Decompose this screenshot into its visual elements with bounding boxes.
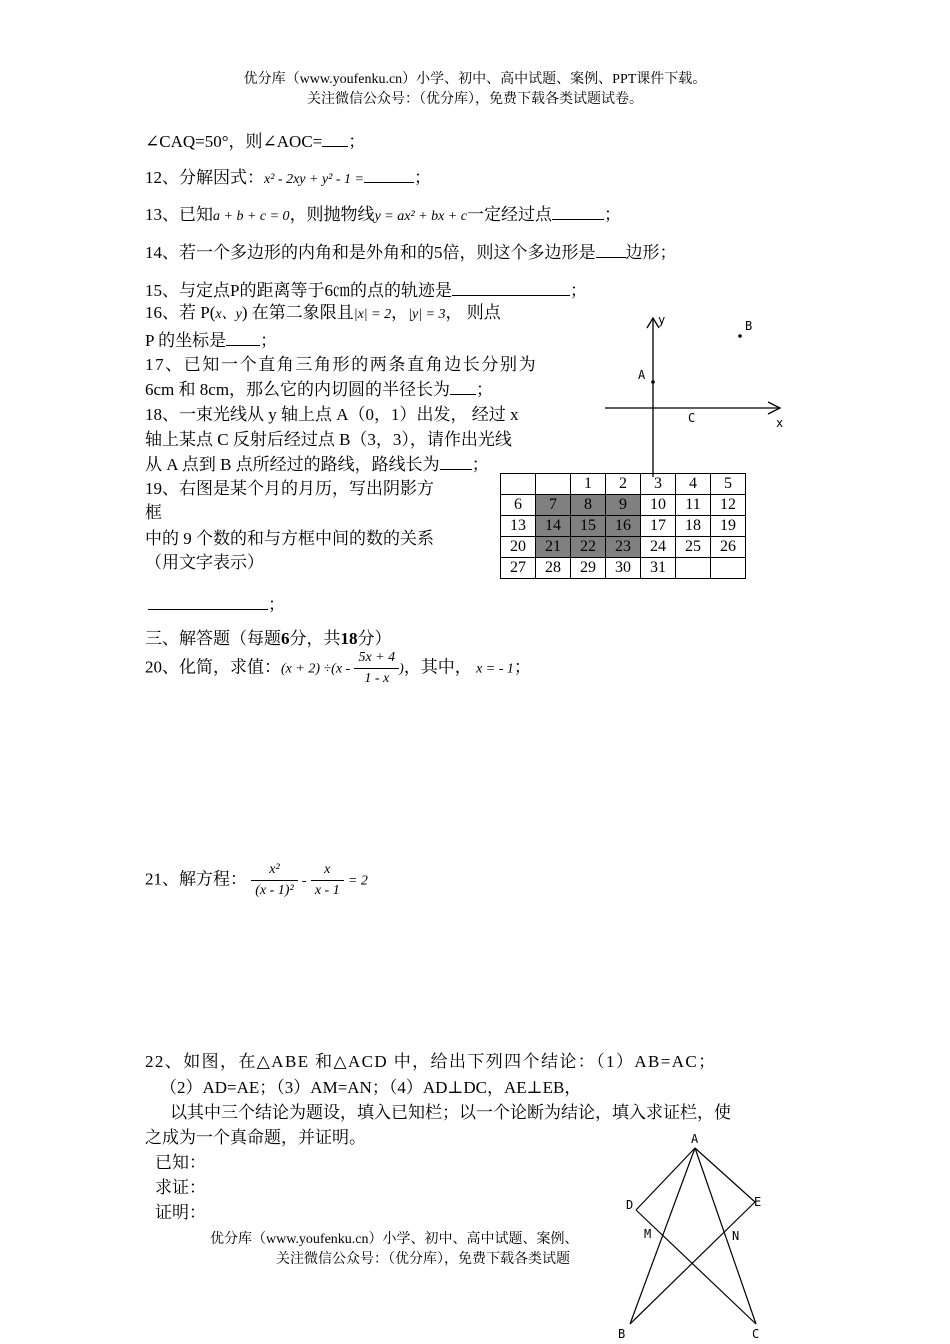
answer-blank[interactable] — [452, 278, 570, 296]
calendar-cell: 24 — [641, 537, 676, 558]
q20-fraction: $\frac{5x + 4}{1 - x}$ — [354, 650, 399, 687]
calendar-cell: 5 — [711, 474, 746, 495]
question-18-line-1: 18、一束光线从 y 轴上点 A（0，1）出发， 经过 x — [145, 405, 519, 424]
calendar-cell: 9 — [606, 495, 641, 516]
calendar-cell: 21 — [536, 537, 571, 558]
answer-blank[interactable] — [596, 240, 626, 258]
calendar-cell: 23 — [606, 537, 641, 558]
calendar-row — [501, 558, 746, 579]
calendar-cell: 14 — [536, 516, 571, 537]
proof-label: 证明： — [155, 1203, 206, 1222]
x-axis-label: x — [776, 416, 784, 430]
question-19-line-4: （用文字表示） — [145, 553, 264, 572]
answer-blank[interactable] — [552, 202, 604, 220]
header-line-1: 优分库（www.youfenku.cn）小学、初中、高中试题、案例、PPT课件下载。 — [243, 72, 707, 87]
calendar-cell — [711, 558, 746, 579]
calendar-cell: 8 — [571, 495, 606, 516]
calendar-cell: 1 — [571, 474, 606, 495]
calendar-cell: 16 — [606, 516, 641, 537]
calendar-cell: 18 — [676, 516, 711, 537]
question-19-line-1: 19、右图是某个月的月历，写出阴影方 — [145, 479, 434, 498]
calendar-cell: 30 — [606, 558, 641, 579]
question-22-line-1: 22、如图，在△ABE 和△ACD 中，给出下列四个结论：（1）AB=AC； — [145, 1052, 717, 1071]
point-m-label: M — [644, 1227, 652, 1241]
question-21: 21、解方程： $\frac{\text{x²}}{\text{(x - 1)²}}$ - $\frac{x}{x - 1}$ = 2 — [145, 862, 368, 898]
calendar-row — [501, 537, 746, 558]
answer-blank[interactable] — [364, 165, 414, 183]
question-18-line-2: 轴上某点 C 反射后经过点 B（3，3），请作出光线 — [145, 430, 512, 449]
calendar-cell: 2 — [606, 474, 641, 495]
calendar-cell: 29 — [571, 558, 606, 579]
question-16-line-1: 16、若 P(x、y) 在第二象限且|x| = 2，|y| = 3， 则点 — [145, 303, 501, 322]
point-a-label: A — [638, 368, 646, 382]
question-20: 20、化简，求值：(x + 2) ÷(x - $\frac{5x + 4}{1 - x}$ )，其中， x = - 1； — [145, 650, 531, 686]
calendar-cell: 28 — [536, 558, 571, 579]
calendar-cell: 7 — [536, 495, 571, 516]
calendar-cell — [676, 558, 711, 579]
calendar-cell: 25 — [676, 537, 711, 558]
vertex-e-label: E — [754, 1195, 762, 1209]
vertex-c-label: C — [752, 1327, 760, 1341]
question-17-line-1: 17、已知一个直角三角形的两条直角边长分别为 — [145, 355, 538, 374]
prove-label: 求证： — [155, 1178, 206, 1197]
calendar-row — [501, 495, 746, 516]
vertex-b-label: B — [618, 1327, 626, 1341]
calendar-cell: 4 — [676, 474, 711, 495]
footer-line-2-wrap — [0, 1248, 612, 1268]
question-16-line-2: P 的坐标是 ； — [145, 326, 277, 351]
calendar-table — [500, 473, 746, 579]
calendar-cell: 26 — [711, 537, 746, 558]
answer-blank[interactable] — [440, 452, 472, 470]
question-19-line-2: 框 — [145, 503, 162, 522]
vertex-d-label: D — [626, 1198, 634, 1212]
calendar-cell: 15 — [571, 516, 606, 537]
y-axis-label: y — [658, 313, 666, 327]
answer-blank[interactable] — [450, 377, 476, 395]
point-b-label: B — [745, 319, 753, 333]
calendar-cell: 3 — [641, 474, 676, 495]
calendar-cell: 6 — [501, 495, 536, 516]
known-label: 已知： — [155, 1153, 206, 1172]
question-22-line-3: 以其中三个结论为题设，填入已知栏；以一个论断为结论，填入求证栏，使 — [170, 1103, 731, 1122]
point-n-label: N — [732, 1229, 740, 1243]
q21-fraction-2: $\frac{x}{x - 1}$ — [311, 862, 344, 899]
calendar-cell — [536, 474, 571, 495]
header-line-2: 关注微信公众号：（优分库），免费下载各类试题试卷。 — [307, 92, 643, 107]
calendar-cell: 31 — [641, 558, 676, 579]
question-12: 12、分解因式：x² - 2xy + y² - 1 = ； — [145, 163, 431, 188]
calendar-cell: 10 — [641, 495, 676, 516]
question-11-tail: ∠CAQ=50°，则∠AOC= ； — [145, 127, 365, 152]
question-22-line-2: （2）AD=AE；（3）AM=AN；（4）AD⊥DC，AE⊥EB， — [160, 1078, 582, 1097]
footer-line-2: 关注微信公众号：（优分库），免费下载各类试题 — [276, 1252, 570, 1267]
vertex-a-label: A — [691, 1132, 699, 1146]
question-13: 13、已知a + b + c = 0，则抛物线y = ax² + bx + c一定经过点 ； — [145, 200, 621, 225]
question-22-line-4: 之成为一个真命题，并证明。 — [145, 1128, 366, 1147]
calendar-cell: 17 — [641, 516, 676, 537]
question-15: 15、与定点P的距离等于6㎝的点的轨迹是 ； — [145, 276, 587, 301]
calendar-cell: 13 — [501, 516, 536, 537]
calendar-cell: 20 — [501, 537, 536, 558]
calendar-cell: 22 — [571, 537, 606, 558]
section-3-title: 三、解答题（每题6分，共18分） — [145, 629, 392, 648]
point-c-label: C — [688, 411, 696, 425]
answer-blank[interactable] — [226, 328, 260, 346]
footer-line-1: 优分库（www.youfenku.cn）小学、初中、高中试题、案例、 — [210, 1232, 579, 1247]
question-19-line-3: 中的 9 个数的和与方框中间的数的关系 — [145, 529, 434, 548]
calendar-row — [501, 474, 746, 495]
calendar-row — [501, 516, 746, 537]
question-18-line-3: 从 A 点到 B 点所经过的路线，路线长为 ； — [145, 450, 489, 475]
coordinate-figure — [600, 312, 800, 482]
footer-line-1-wrap — [0, 1228, 612, 1248]
question-14: 14、若一个多边形的内角和是外角和的5倍，则这个多边形是 边形； — [145, 238, 677, 263]
question-17-line-2: 6cm 和 8cm，那么它的内切圆的半径长为 ； — [145, 375, 493, 400]
calendar-cell: 12 — [711, 495, 746, 516]
triangle-figure — [612, 1128, 782, 1342]
answer-blank[interactable] — [322, 129, 348, 147]
calendar-cell — [501, 474, 536, 495]
answer-blank[interactable] — [148, 592, 268, 610]
calendar-cell: 27 — [501, 558, 536, 579]
q21-fraction-1: $\frac{\text{x²}}{\text{(x - 1)²}}$ — [251, 862, 297, 899]
question-19-answer: ； — [148, 590, 285, 615]
calendar-cell: 19 — [711, 516, 746, 537]
calendar-cell: 11 — [676, 495, 711, 516]
